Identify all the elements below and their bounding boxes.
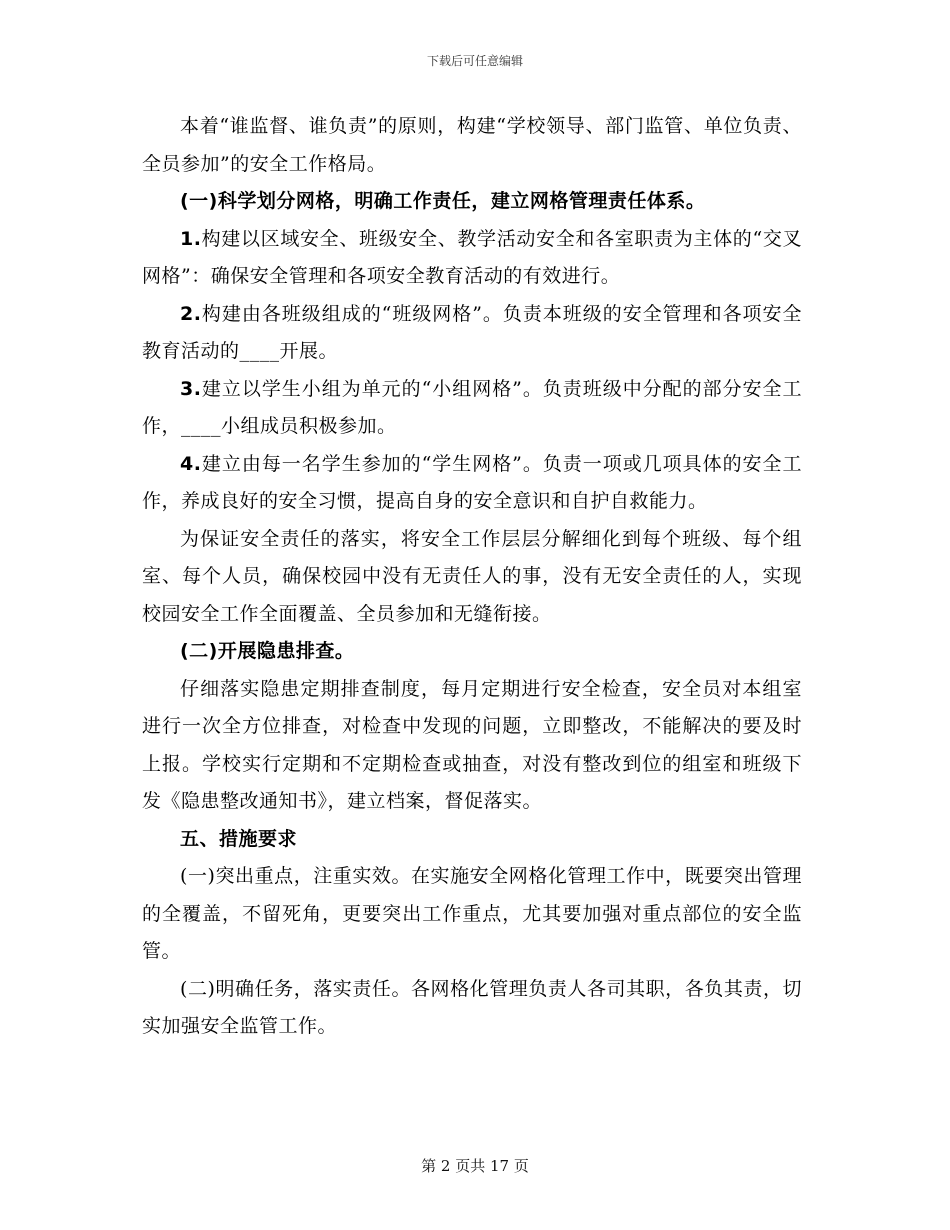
- section-heading-inspection: [142, 633, 802, 671]
- section-heading-inspection-text: (二)开展隐患排查。: [180, 640, 355, 662]
- list-item-2-number: 2.: [180, 302, 202, 325]
- list-item-1-number: 1.: [180, 227, 202, 250]
- list-item-2-text: 构建由各班级组成的“班级网格”。负责本班级的安全管理和各项安全教育活动的____开展。: [142, 302, 802, 362]
- section-heading-grid-text: (一)科学划分网格，明确工作责任，建立网格管理责任体系。: [180, 190, 706, 212]
- list-item-4-text: 建立由每一名学生参加的“学生网格”。负责一项或几项具体的安全工作，养成良好的安全习惯，提高自身的安全意识和自护自救能力。: [142, 452, 802, 512]
- paragraph-measure-1: [142, 858, 802, 971]
- list-item-1-text: 构建以区域安全、班级安全、教学活动安全和各室职责为主体的“交叉网格”：确保安全管理和各项安全教育活动的有效进行。: [142, 227, 802, 287]
- section-heading-measures-text: 五、措施要求: [180, 827, 298, 850]
- paragraph-measure-2-text: (二)明确任务，落实责任。各网格化管理负责人各司其职，各负其责，切实加强安全监管工作。: [142, 977, 802, 1037]
- list-item-4-number: 4.: [180, 452, 202, 475]
- page-footer: [0, 1155, 950, 1176]
- section-heading-grid: [142, 183, 802, 221]
- paragraph-intro-text: 本着“谁监督、谁负责”的原则，构建“学校领导、部门监管、单位负责、全员参加”的安全工作格局。: [142, 115, 802, 175]
- list-item-1: [142, 221, 802, 296]
- list-item-3-number: 3.: [180, 377, 202, 400]
- header-text: 下载后可任意编辑: [426, 54, 523, 68]
- document-body: [142, 108, 802, 1046]
- paragraph-responsibility: [142, 521, 802, 634]
- list-item-2: [142, 296, 802, 371]
- list-item-3: [142, 371, 802, 446]
- paragraph-measure-1-text: (一)突出重点，注重实效。在实施安全网格化管理工作中，既要突出管理的全覆盖，不留死角，更要突出工作重点，尤其要加强对重点部位的安全监管。: [142, 865, 802, 962]
- paragraph-inspection: [142, 671, 802, 821]
- page-number: 第 2 页共 17 页: [421, 1157, 529, 1175]
- section-heading-measures: [142, 821, 802, 859]
- paragraph-responsibility-text: 为保证安全责任的落实，将安全工作层层分解细化到每个班级、每个组室、每个人员，确保校园中没有无责任人的事，没有无安全责任的人，实现校园安全工作全面覆盖、全员参加和无缝衔接。: [142, 527, 802, 625]
- paragraph-measure-2: [142, 971, 802, 1046]
- page-header: [0, 52, 950, 69]
- paragraph-intro: [142, 108, 802, 183]
- list-item-4: [142, 446, 802, 521]
- list-item-3-text: 建立以学生小组为单元的“小组网格”。负责班级中分配的部分安全工作，____小组成员积极参加。: [142, 377, 802, 437]
- paragraph-inspection-text: 仔细落实隐患定期排查制度，每月定期进行安全检查，安全员对本组室进行一次全方位排查，对检查中发现的问题，立即整改，不能解决的要及时上报。学校实行定期和不定期检查或抽查，对没有整改到位的组室和班级下发《隐患整改通知书》，建立档案，督促落实。: [142, 677, 802, 812]
